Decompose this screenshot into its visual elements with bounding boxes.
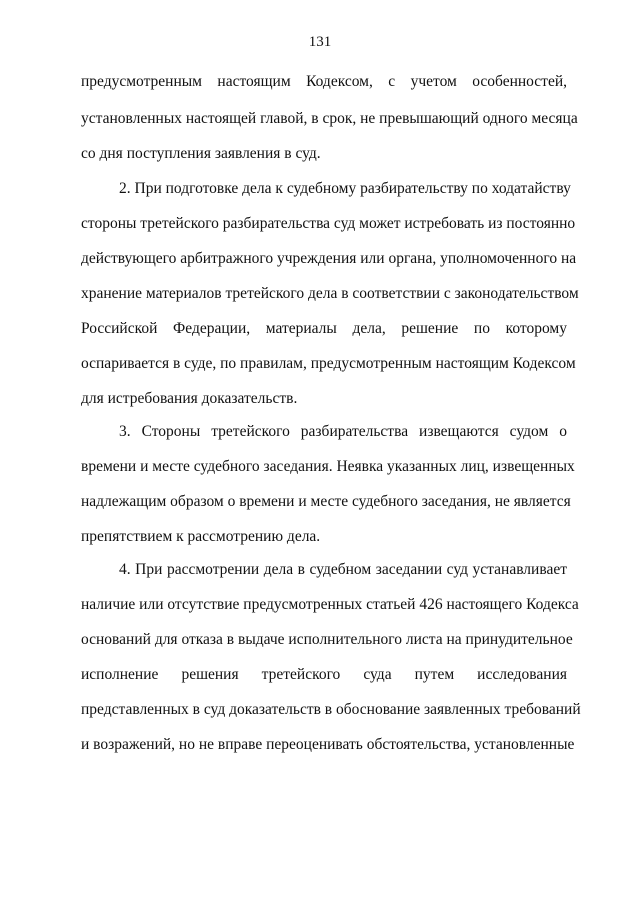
text-line: оснований для отказа в выдаче исполнительного листа на принудительное: [81, 631, 573, 648]
text-line: препятствием к рассмотрению дела.: [81, 528, 321, 545]
text-line: 2. При подготовке дела к судебному разбирательству по ходатайству: [119, 180, 571, 197]
text-line: действующего арбитражного учреждения или органа, уполномоченного на: [81, 250, 577, 267]
text-line: для истребования доказательств.: [81, 390, 298, 407]
text-line: предусмотренным настоящим Кодексом, с учетом особенностей,: [81, 73, 567, 90]
text-line: стороны третейского разбирательства суд может истребовать из постоянно: [81, 215, 576, 232]
page-number: 131: [308, 34, 332, 50]
text-line: и возражений, но не вправе переоценивать обстоятельства, установленные: [81, 736, 575, 753]
text-line: надлежащим образом о времени и месте судебного заседания, не является: [81, 493, 571, 510]
text-line: времени и месте судебного заседания. Неявка указанных лиц, извещенных: [81, 458, 575, 475]
text-line: Российской Федерации, материалы дела, решение по которому: [81, 320, 567, 337]
text-line: 3. Стороны третейского разбирательства извещаются судом о: [119, 423, 567, 440]
text-line: установленных настоящей главой, в срок, не превышающий одного месяца: [81, 110, 578, 127]
text-line: исполнение решения третейского суда путем исследования: [81, 666, 567, 683]
text-line: представленных в суд доказательств в обоснование заявленных требований: [81, 701, 581, 718]
text-line: хранение материалов третейского дела в соответствии с законодательством: [81, 285, 579, 302]
text-line: наличие или отсутствие предусмотренных статьей 426 настоящего Кодекса: [81, 596, 579, 613]
text-line: оспаривается в суде, по правилам, предусмотренным настоящим Кодексом: [81, 355, 576, 372]
text-line: 4. При рассмотрении дела в судебном заседании суд устанавливает: [119, 561, 567, 578]
text-line: со дня поступления заявления в суд.: [81, 145, 321, 162]
